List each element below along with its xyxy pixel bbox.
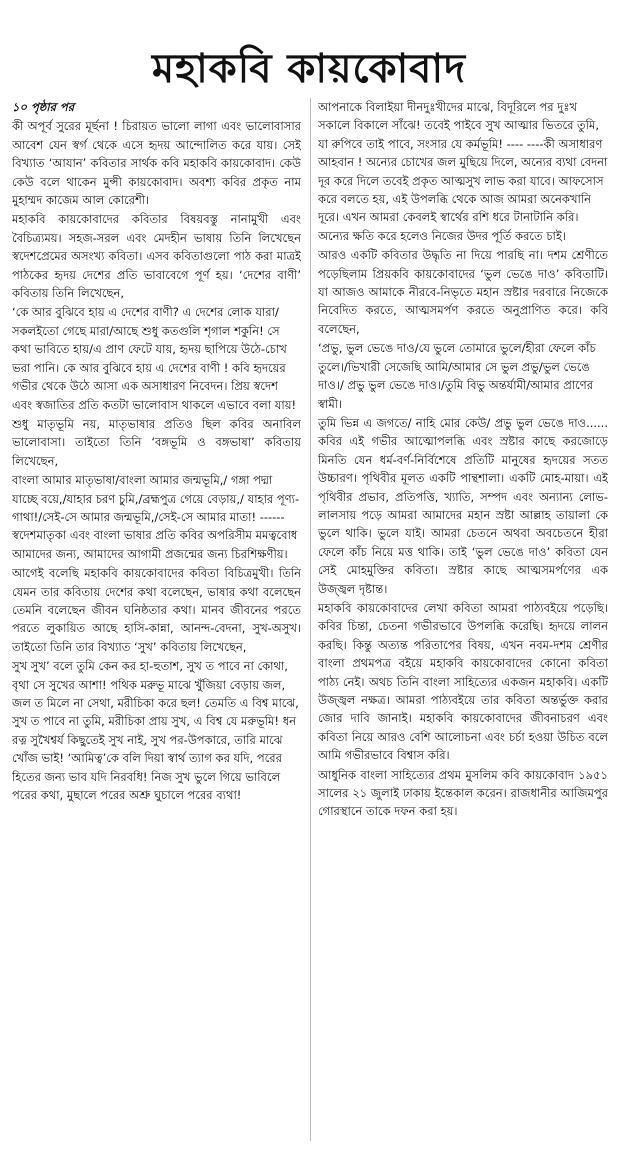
column-divider <box>310 98 311 1141</box>
paragraph: আগেই বলেছি মহাকবি কায়কোবাদের কবিতা বিচিত্রমুখী। তিনি যেমন তার কবিতায় দেশের কথা বলেছেন, ভাষার কথা বলেছেন তেমনি বলেছেন জীবন ঘনিষ্ঠতার কথা। মানব জীবনের পরতে পরতে লুকায়িত আছে হাসি-কান্না, আনন্দ-বেদনা, সুখ-অসুখ। তাইতো তিনি তার বিখ্যাত ‘সুখ’ কবিতায় লিখেছেন, <box>12 566 301 654</box>
paragraph: তুমি ভিন্ন এ জগতে/ নাহি মোর কেউ/ প্রভু ভুল ভেঙে দাও...... কবির এই গভীর আত্মোপলব্ধি এবং স্রষ্টার কাছে করজোড়ে মিনতি যেন ধর্ম-বর্ণ-নির্বিশেষে প্রতিটি মানুষের হৃদয়ের সতত উচ্চারণ। পৃথিবীর মূলত একটি পান্থশালা। একটি মোহ-মায়া। এই পৃথিবীর প্রভাব, প্রতিপত্তি, খ্যাতি, সম্পদ এবং অন্যান্য লোভ-লালসায় পড়ে আমরা আমাদের মহান স্রষ্টা আল্লাহ তায়ালা কে ভুলে থাকি। ভুলে যাই। আমরা চেতনে অথবা অবচেতনে হীরা ফেলে কাঁচ নিয়ে মত্ত থাকি। তাই ‘ভুল ভেঙে দাও’ কবিতা যেন সেই মোহমুক্তির কবিতা। স্রষ্টার কাছে আত্মসমর্পণের এক উজ্জ্বল দৃষ্টান্ত। <box>318 415 608 596</box>
right-column <box>318 98 608 1141</box>
poem-excerpt: সুখ সুখ’ বলে তুমি কেন কর হা-হুতাশ, সুখ ত পাবে না কোথা, বৃথা সে সুখের আশা! পথিক মরুভূ মাঝে খুঁজিয়া বেড়ায় জল, জল ত মিলে না সেথা, মরীচিকা করে ছল! তেমতি এ বিশ্ব মাঝে, সুখ ত পাবে না তুমি, মরীচিকা প্রায় সুখ, এ বিশ্ব যে মরুভূমি! ধন রত্ন সুখৈশ্বর্য কিছুতেই সুখ নাই, সুখ পর-উপকারে, তারি মাঝে খোঁজ ভাই! ‘আমিত্ব’কে বলি দিয়া স্বার্থ ত্যাগ কর যদি, পরের হিতের জন্য ভাব যদি নিরবধি! নিজ সুখ ভুলে গিয়ে ভাবিলে পরের কথা, মুছালে পরের অশ্রু ঘুচালে পরের ব্যথা! <box>12 659 299 803</box>
paragraph: মহাকবি কায়কোবাদের লেখা কবিতা আমরা পাঠ্যবইয়ে পড়েছি। কবির চিন্তা, চেতনা গভীরভাবে উপলব্ধি করেছি। হৃদয়ে লালন করছি। কিন্তু অত্যন্ত পরিতাপের বিষয়, এখন নবম-দশম শ্রেণীর বাংলা প্রথমপত্র বইয়ে মহাকবি কায়কোবাদের কোনো কবিতা পাঠ্য নেই। অথচ তিনি বাংলা সাহিত্যের একজন মহাকবি। একটি উজ্জ্বল নক্ষত্র। আমরা পাঠ্যবইয়ে তার কবিতা অন্তর্ভুক্ত করার জোর দাবি জানাই। মহাকবি কায়কোবাদের জীবনাচরণ এবং কবিতা নিয়ে আরও বেশি আলোচনা এবং চর্চা হওয়া উচিত বলে আমি গভীরভাবে বিশ্বাস করি। <box>318 600 608 763</box>
paragraph: শুধু মাতৃভূমি নয়, মাতৃভাষার প্রতিও ছিল কবির অনাবিল ভালোবাসা। তাইতো তিনি ‘বঙ্গভূমি ও বঙ্গভাষা’ কবিতায় লিখেছেন, <box>12 416 301 468</box>
paragraph: মহাকবি কায়কোবাদের কবিতার বিষয়বস্তু নানামুখী এবং বৈচিত্র্যময়। সহজ-সরল এবং মেদহীন ভাষায় তিনি লিখেছেন স্বদেশপ্রেমের অসংখ্য কবিতা। এসব কবিতাগুলো পাঠ করা মাত্রই পাঠকের হৃদয় দেশের প্রতি ভাবাবেগে পূর্ণ হয়। ‘দেশের বাণী’ কবিতায় তিনি লিখেছেন, <box>12 212 301 301</box>
paragraph: আরও একটি কবিতার উদ্ধৃতি না দিয়ে পারছি না। দশম শ্রেণীতে পড়েছিলাম প্রিয়কবি কায়কোবাদের ‘ভুল ভেঙে দাও’ কবিতাটি। যা আজও আমাকে নীরবে-নিভৃতে মহান স্রষ্টার দরবারে নিজেকে নিবেদিত করতে, আত্মসমর্পণ করতে অনুপ্রাণিত করে। কবি বলেছেন, <box>318 248 608 336</box>
left-column <box>12 98 301 1141</box>
paragraph: আধুনিক বাংলা সাহিত্যের প্রথম মুসলিম কবি কায়কোবাদ ১৯৫১ সালের ২১ জুলাই ঢাকায় ইন্তেকাল করেন। রাজধানীর আজিমপুর গোরস্থানে তাকে দফন করা হয়। <box>318 767 608 819</box>
article-headline: মহাকবি কায়কোবাদ <box>151 45 467 92</box>
poem-excerpt: ‘কে আর বুঝিবে হায় এ দেশের বাণী? এ দেশের লোক যারা/সকলইতো গেছে মারা/আছে শুধু কতগুলি শৃগাল শকুনি! সে কথা ভাবিতে হায়/এ প্রাণ ফেটে যায়, হৃদয় ছাপিয়ে উঠে-চোখ ভরা পানি। কে আর বুঝিবে হায় এ দেশের বাণী ! কবি হৃদয়ের গভীর থেকে উঠে আসা এক অসাধারণ নিবেদন। প্রিয় স্বদেশ এবং স্বজাতির প্রতি কতটা ভালোবাস থাকলে এভাবে বলা যায়! <box>12 305 297 412</box>
paragraph: কী অপূর্ব সুরের মূর্ছনা ! চিরায়ত ভালো লাগা এবং ভালোবাসার আবেশ যেন স্বর্গ থেকে এসে হৃদয় আন্দোলিত করে যায়। সেই বিখ্যাত ‘আযান’ কবিতার সার্থক কবি মহাকবি কায়কোবাদ। কেউ কেউ বলে থাকেন মুন্সী কায়কোবাদ। অবশ্য কবির প্রকৃত নাম মুহাম্মদ কাজেম আল কোরেশী। <box>12 119 301 208</box>
poem-excerpt: ‘প্রভু, ভুল ভেঙে দাও/যে ভুলে তোমারে ভুলে/হীরা ফেলে কাঁচ তুলে।/ভিখারী সেজেছি আমি/আমার সে ভুল প্রভু/ভুল ভেঙে দাও।/ প্রভু ভুল ভেঙে দাও।/তুমি বিভু অন্তর্যামী/আমার প্রাণের স্বামী। <box>318 341 596 411</box>
poem-excerpt: আপনাকে বিলাইয়া দীনদুঃখীদের মাঝে, বিদূরিলে পর দুঃখ সকালে বিকালে সাঁঝে! তবেই পাইবে সুখ আত্মার ভিতরে তুমি, যা রুপিবে তাই পাবে, সংসার যে কর্মভূমি! ---- ----কী অসাধারণ আহবান ! অন্যের চোখের জল মুছিয়ে দিলে, অন্যের ব্যথা বেদনা দূর করে দিলে তবেই প্রকৃত আত্মসুখ লাভ করা যাবে। আফসোস করে বলতে হয়, এই উপলব্ধি থেকে আজ আমরা অনেকখানি দূরে। এখন আমরা কেবলই স্বার্থের রশি ধরে টানাটানি করি। অন্যের ক্ষতি করে হলেও নিজের উদর পূর্তি করতে চাই। <box>318 100 608 243</box>
continuation-kicker: ১০ পৃষ্ঠার পর <box>12 100 75 114</box>
poem-excerpt: বাংলা আমার মাতৃভাষা/বাংলা আমার জন্মভূমি,/ গঙ্গা পদ্মা যাচ্ছে বয়ে,/যাহার চরণ চুমি,/ব্রহ্মপুত্র গেয়ে বেড়ায়,/ যাহার পূণ্য-গাথা!/সেই-সে আমার জন্মভূমি,/সেই-সে আমার মাতা! ------ স্বদেশমাতৃকা এবং বাংলা ভাষার প্রতি কবির অপরিসীম মমত্ববোধ আমাদের জন্য, আমাদের আগামী প্রজন্মের জন্য চিরশিক্ষণীয়। <box>12 473 300 561</box>
